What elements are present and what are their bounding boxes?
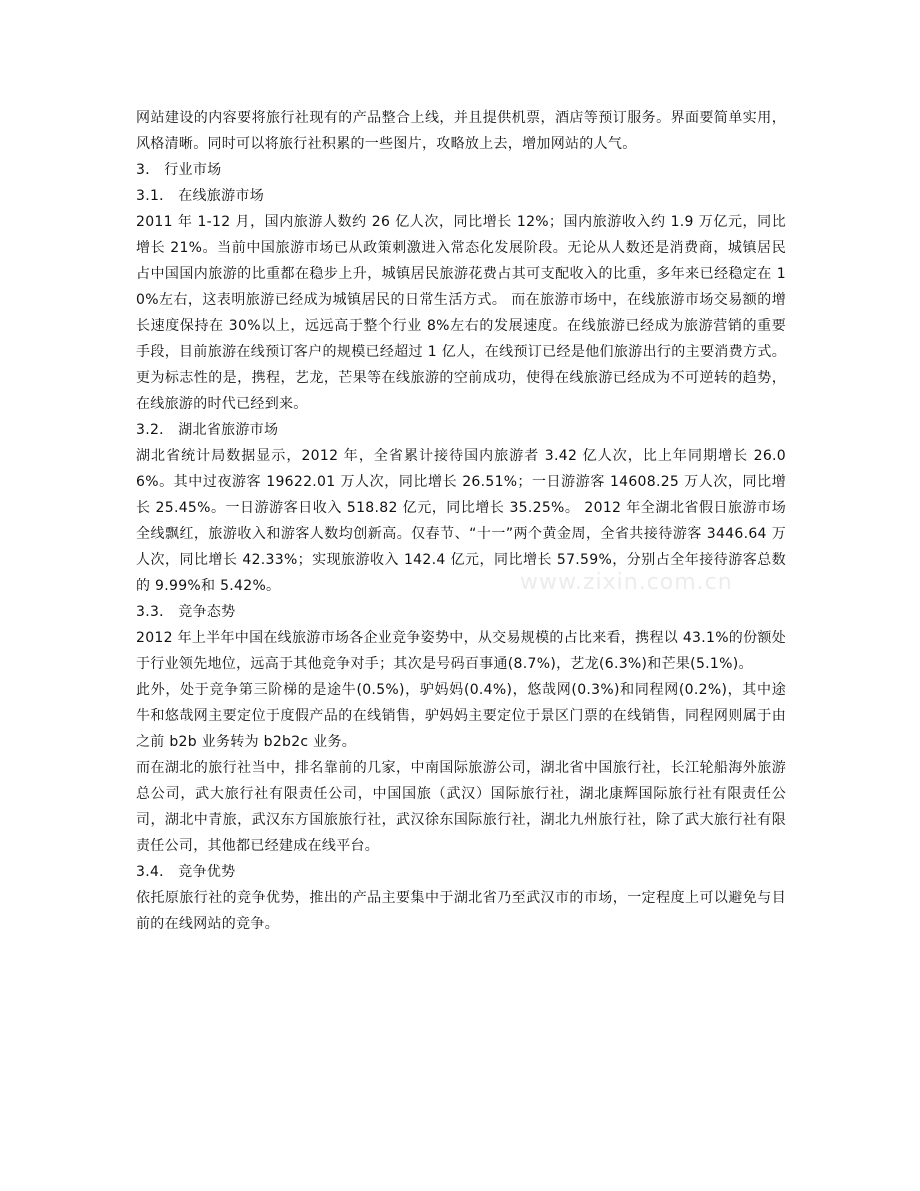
watermark-text: www.zixin.com.cn xyxy=(520,570,733,595)
section-3-1-body: 2011 年 1-12 月，国内旅游人数约 26 亿人次，同比增长 12%；国内旅游收入约 1.9 万亿元，同比增长 21%。当前中国旅游市场已从政策刺激进入常态化发展阶段。无论从人数还是消费商，城镇居民占中国国内旅游的比重都在稳步上升，城镇居民旅游花费占其可支配收入的比重，多年来已经稳定在 10%左右，这表明旅游已经成为城镇居民的日常生活方式。 而在旅游市场中，在线旅游市场交易额的增长速度保持在 30%以上，远远高于整个行业 8%左右的发展速度。在线旅游已经成为旅游营销的重要手段，目前旅游在线预订客户的规模已经超过 1 亿人，在线预订已经是他们旅游出行的主要消费方式。更为标志性的是，携程，艺龙，芒果等在线旅游的空前成功，使得在线旅游已经成为不可逆转的趋势，在线旅游的时代已经到来。 xyxy=(136,214,786,412)
section-3-4-heading: 3.4． 竞争优势 xyxy=(136,864,236,880)
document-page xyxy=(136,105,786,937)
section-3-3-body-1: 2012 年上半年中国在线旅游市场各企业竞争姿势中，从交易规模的占比来看，携程以 43.1%的份额处于行业领先地位，远高于其他竞争对手；其次是号码百事通(8.7%)，艺龙(6.3%)和芒果(5.1%)。 xyxy=(136,630,787,672)
section-3-1-heading: 3.1． 在线旅游市场 xyxy=(136,188,265,204)
section-3-heading: 3． 行业市场 xyxy=(136,162,222,178)
intro-paragraph: 网站建设的内容要将旅行社现有的产品整合上线，并且提供机票，酒店等预订服务。界面要简单实用，风格清晰。同时可以将旅行社积累的一些图片，攻略放上去，增加网站的人气。 xyxy=(136,110,786,152)
section-3-3-body-3: 而在湖北的旅行社当中，排名靠前的几家，中南国际旅游公司，湖北省中国旅行社，长江轮船海外旅游总公司，武大旅行社有限责任公司，中国国旅（武汉）国际旅行社，湖北康辉国际旅行社有限责任公司，湖北中青旅，武汉东方国旅旅行社，武汉徐东国际旅行社，湖北九州旅行社，除了武大旅行社有限责任公司，其他都已经建成在线平台。 xyxy=(136,760,786,854)
section-3-2-body: 湖北省统计局数据显示，2012 年，全省累计接待国内旅游者 3.42 亿人次，比上年同期增长 26.06%。其中过夜游客 19622.01 万人次，同比增长 26.51%；一日游游客 14608.25 万人次，同比增长 25.45%。一日游游客日收入 518.82 亿元，同比增长 35.25%。 2012 年全湖北省假日旅游市场全线飘红，旅游收入和游客人数均创新高。仅春节、“十一”两个黄金周，全省共接待游客 3446.64 万人次，同比增长 42.33%；实现旅游收入 142.4 亿元，同比增长 57.59%，分别占全年接待游客总数的 9.99%和 5.42%。 xyxy=(136,448,786,594)
section-3-3-heading: 3.3． 竞争态势 xyxy=(136,604,236,620)
section-3-3-body-2: 此外，处于竞争第三阶梯的是途牛(0.5%)，驴妈妈(0.4%)，悠哉网(0.3%)和同程网(0.2%)，其中途牛和悠哉网主要定位于度假产品的在线销售，驴妈妈主要定位于景区门票的在线销售，同程网则属于由之前 b2b 业务转为 b2b2c 业务。 xyxy=(136,682,786,750)
section-3-2-heading: 3.2． 湖北省旅游市场 xyxy=(136,422,279,438)
section-3-4-body: 依托原旅行社的竞争优势，推出的产品主要集中于湖北省乃至武汉市的市场，一定程度上可以避免与目前的在线网站的竞争。 xyxy=(136,890,786,932)
